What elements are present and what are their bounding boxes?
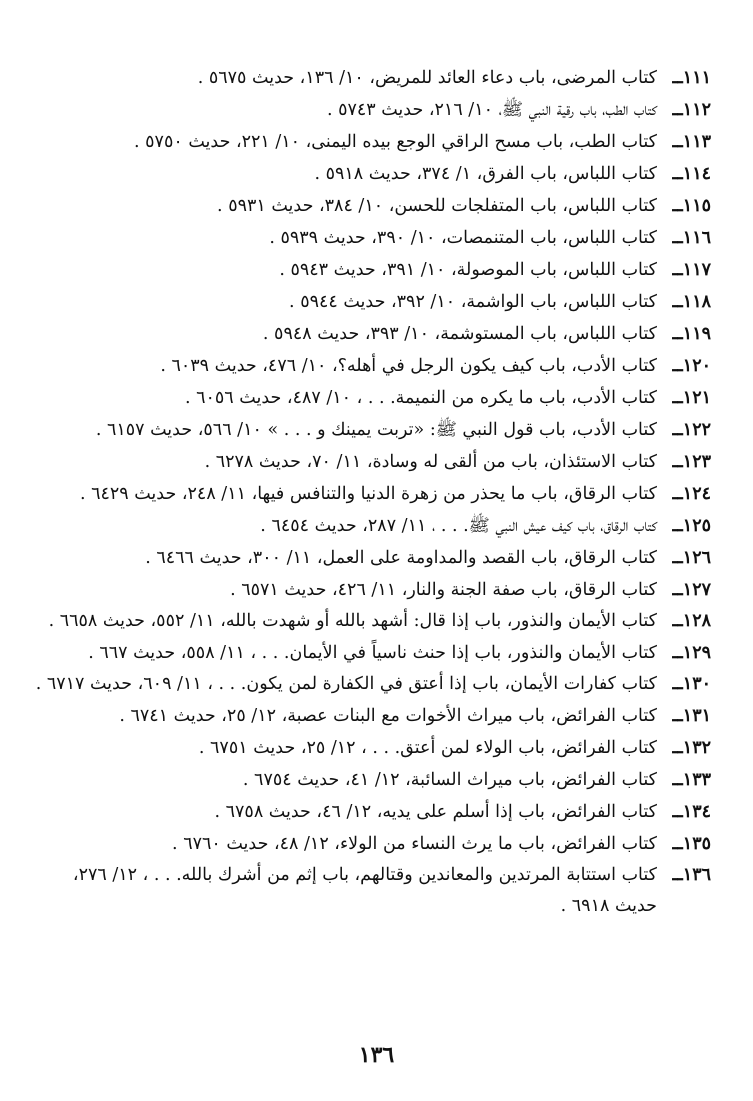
list-item [28,764,711,796]
list-item [28,190,711,222]
entry-number: ١٢٧ــ [672,580,711,600]
entry-text: كتاب اللباس، باب المستوشمة، ١٠/ ٣٩٣، حديث ٥٩٤٨ . [262,324,657,344]
entry-number: ١٢٢ــ [672,420,711,440]
entry-text: كتاب الرقاق، باب القصد والمداومة على العمل، ١١/ ٣٠٠، حديث ٦٤٦٦ . [145,548,657,568]
list-item [28,637,711,669]
entry-text: كتاب الأدب، باب كيف يكون الرجل في أهله؟، ١٠/ ٤٧٦، حديث ٦٠٣٩ . [160,356,657,376]
entry-number: ١٣٤ــ [672,802,711,822]
entry-text: كتاب المرضى، باب دعاء العائد للمريض، ١٠/ ١٣٦، حديث ٥٦٧٥ . [197,68,657,88]
list-item [28,446,711,478]
entry-text: كتاب الفرائض، باب إذا أسلم على يديه، ١٢/ ٤٦، حديث ٦٧٥٨ . [214,802,657,822]
entry-text: كتاب الأيمان والنذور، باب إذا حنث ناسياً في الأيمان. . . ، ١١/ ٥٥٨، حديث ٦٦٧ . [88,643,657,663]
entry-number: ١٢١ــ [672,388,711,408]
list-item [28,254,711,286]
page-number: ١٣٦ [358,1042,395,1068]
list-item [28,700,711,732]
entry-text: كتاب اللباس، باب المتفلجات للحسن، ١٠/ ٣٨٤، حديث ٥٩٣١ . [217,196,657,216]
list-item [28,796,711,828]
list-item [28,828,711,860]
entry-number: ١٢٣ــ [672,452,711,472]
entry-number: ١١٢ــ [672,100,711,120]
list-item [28,62,711,94]
list-item [28,669,711,700]
entry-number: ١٢٩ــ [672,643,711,663]
entry-number: ١٣٠ــ [672,674,711,694]
entry-number: ١٢٠ــ [672,356,711,376]
entry-number: ١١٨ــ [672,292,711,312]
entry-number: ١١٩ــ [672,324,711,344]
entry-text: كتاب الطب، باب مسح الراقي الوجع بيده اليمنى، ١٠/ ٢٢١، حديث ٥٧٥٠ . [134,132,657,152]
entry-number: ١٢٨ــ [672,611,711,631]
list-item [28,606,711,637]
entry-text: كتاب اللباس، باب الفرق، ١/ ٣٧٤، حديث ٥٩١٨ . [314,164,657,184]
entry-text: كتاب استتابة المرتدين والمعاندين وقتالهم، باب إثم من أشرك بالله. . . ، ١٢/ ٢٧٦، حديث ٦٩١٨ . [72,865,657,916]
reference-list [28,62,711,922]
list-item [28,414,711,446]
list-item [28,542,711,574]
list-item [28,158,711,190]
entry-text: كتاب الرقاق، باب كيف عيش النبي ﷺ. . . ، ١١/ ٢٨٧، حديث ٦٤٥٤ . [260,516,657,536]
entry-number: ١٣٥ــ [672,834,711,854]
list-item [28,222,711,254]
entry-text: كتاب الفرائض، باب ما يرث النساء من الولاء، ١٢/ ٤٨، حديث ٦٧٦٠ . [172,834,657,854]
entry-number: ١١٤ــ [672,164,711,184]
entry-number: ١١٣ــ [672,132,711,152]
entry-text: كتاب الرقاق، باب ما يحذر من زهرة الدنيا والتنافس فيها، ١١/ ٢٤٨، حديث ٦٤٢٩ . [79,484,657,504]
entry-text: كتاب اللباس، باب الموصولة، ١٠/ ٣٩١، حديث ٥٩٤٣ . [279,260,657,280]
list-item [28,350,711,382]
entry-text: كتاب الأيمان والنذور، باب إذا قال: أشهد بالله أو شهدت بالله، ١١/ ٥٥٢، حديث ٦٦٥٨ . [48,611,657,631]
entry-text: كتاب الفرائض، باب الولاء لمن أعتق. . . ، ١٢/ ٢٥، حديث ٦٧٥١ . [198,738,657,758]
entry-text: كتاب اللباس، باب المتنمصات، ١٠/ ٣٩٠، حديث ٥٩٣٩ . [269,228,657,248]
entry-number: ١٣١ــ [672,706,711,726]
entry-number: ١٣٢ــ [672,738,711,758]
entry-number: ١٣٣ــ [672,770,711,790]
entry-text: كتاب اللباس، باب الواشمة، ١٠/ ٣٩٢، حديث ٥٩٤٤ . [289,292,657,312]
entry-number: ١١٦ــ [672,228,711,248]
entry-text: كتاب الفرائض، باب ميراث السائبة، ١٢/ ٤١، حديث ٦٧٥٤ . [242,770,657,790]
list-item [28,382,711,414]
entry-number: ١٢٥ــ [672,516,711,536]
entry-text: كتاب الطب، باب رقية النبي ﷺ، ١٠/ ٢١٦، حديث ٥٧٤٣ . [326,100,657,120]
entry-number: ١١٧ــ [672,260,711,280]
list-item [28,286,711,318]
list-item [28,318,711,350]
entry-number: ١٢٦ــ [672,548,711,568]
entry-number: ١٢٤ــ [672,484,711,504]
entry-number: ١٣٦ــ [672,865,711,885]
list-item [28,478,711,510]
list-item [28,732,711,764]
entry-text: كتاب الأدب، باب ما يكره من النميمة. . . ، ١٠/ ٤٨٧، حديث ٦٠٥٦ . [184,388,657,408]
entry-text: كتاب الفرائض، باب ميراث الأخوات مع البنات عصبة، ١٢/ ٢٥، حديث ٦٧٤١ . [119,706,657,726]
list-item [28,574,711,606]
entry-text: كتاب كفارات الأيمان، باب إذا أعتق في الكفارة لمن يكون. . . ، ١١/ ٦٠٩، حديث ٦٧١٧ . [35,674,657,694]
entry-number: ١١١ــ [672,68,711,88]
list-item [28,126,711,158]
entry-text: كتاب الرقاق، باب صفة الجنة والنار، ١١/ ٤٢٦، حديث ٦٥٧١ . [230,580,657,600]
entry-text: كتاب الأدب، باب قول النبي ﷺ: «تربت يمينك و . . . » ١٠/ ٥٦٦، حديث ٦١٥٧ . [95,420,657,440]
entry-number: ١١٥ــ [672,196,711,216]
entry-text: كتاب الاستئذان، باب من ألقى له وسادة، ١١/ ٧٠، حديث ٦٢٧٨ . [204,452,657,472]
list-item [28,860,711,922]
list-item [28,94,711,126]
list-item [28,510,711,542]
